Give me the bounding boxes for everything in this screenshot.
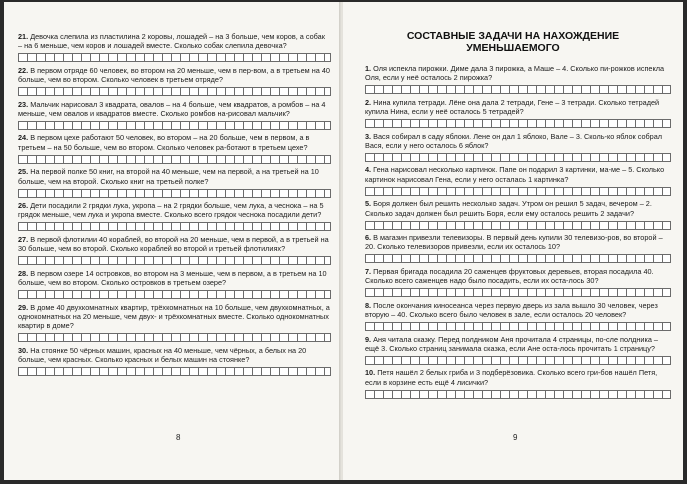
answer-cells[interactable] [365, 322, 671, 331]
problem-statement: Дети посадили 2 грядки лука, укропа – на 2 грядки больше, чем лука, а чеснока – на 5 грядок меньше, чем лука и укропа вместе. Сколько всего грядок чеснока посадили дети? [18, 201, 324, 220]
problem-item [365, 98, 671, 129]
problem-text [365, 132, 671, 151]
answer-grid-row[interactable] [365, 288, 671, 298]
answer-grid-row[interactable] [18, 120, 331, 130]
problem-text [18, 201, 331, 220]
answer-grid-row[interactable] [365, 322, 671, 332]
answer-cells[interactable] [365, 221, 671, 230]
answer-cells[interactable] [18, 87, 331, 96]
problem-statement: Первая бригада посадила 20 саженцев фруктовых деревьев, вторая посадила 40. Сколько всего саженцев надо было посадить, если их оста-лось 30? [365, 266, 654, 286]
problem-item [18, 235, 331, 266]
problem-item [365, 233, 671, 264]
answer-grid-row[interactable] [18, 222, 331, 232]
answer-cells[interactable] [18, 53, 331, 62]
problem-text [18, 269, 331, 288]
problem-statement: В первом цехе работают 50 человек, во втором – на 20 больше, чем в первом, а в третьем – на 50 больше, чем во втором. Сколько человек ра-ботают в третьем цехе? [18, 133, 310, 152]
problem-text [18, 32, 331, 51]
problem-item [365, 335, 671, 366]
answer-grid-row[interactable] [18, 367, 331, 377]
problem-statement: В первом отряде 60 человек, во втором на 20 меньше, чем в пер-вом, а в третьем на 40 больше, чем во втором. Сколько человек в третьем отряде? [18, 65, 330, 85]
problem-statement: В магазин привезли телевизоры. В первый день купили 30 телевизо-ров, во второй – 20. Сколько телевизоров привезли, если их осталось 10? [365, 233, 663, 252]
answer-cells[interactable] [365, 288, 671, 297]
problem-number: 26. [18, 201, 29, 211]
answer-grid-row[interactable] [18, 256, 331, 266]
problem-item [365, 368, 671, 399]
problem-item [365, 132, 671, 163]
problem-text [365, 64, 671, 83]
problem-item [18, 32, 331, 63]
problem-text [18, 235, 331, 254]
problem-item [18, 201, 331, 232]
section-title [343, 30, 683, 54]
problem-number: 21. [18, 32, 29, 41]
problem-number: 22. [18, 65, 29, 75]
problem-number: 1. [365, 64, 372, 73]
problem-item [365, 199, 671, 230]
problem-statement: Девочка слепила из пластилина 2 коровы, лошадей – на 3 больше, чем коров, а собак – на 6 меньше, чем коров и лошадей вместе. Сколько собак слепила девочка? [18, 32, 325, 51]
answer-cells[interactable] [18, 155, 331, 164]
problem-number: 29. [18, 302, 29, 312]
problem-number: 28. [18, 268, 29, 278]
problem-statement: Аня читала сказку. Перед полдником Аня прочитала 4 страницы, по-сле полдника – ещё 3. Сколько страниц занимала сказка, если Ане оста-лось прочитать 1 страницу? [365, 334, 658, 353]
answer-grid-row[interactable] [18, 53, 331, 63]
problem-text [365, 233, 671, 252]
problem-text [18, 66, 331, 85]
answer-grid-row[interactable] [365, 119, 671, 129]
answer-cells[interactable] [18, 222, 331, 231]
left-page [4, 2, 342, 480]
answer-cells[interactable] [365, 153, 671, 162]
problem-text [365, 98, 671, 117]
answer-cells[interactable] [18, 121, 331, 130]
answer-grid-row[interactable] [365, 152, 671, 162]
problem-number: 7. [365, 266, 372, 276]
problem-statement: Боря должен был решить несколько задач. Утром он решил 5 задач, вечером – 2. Сколько задач должен был решить Боря, если ему осталось решить 2 задачи? [365, 199, 652, 218]
right-page [343, 2, 683, 480]
problem-text [18, 346, 331, 365]
section-title-line-1: СОСТАВНЫЕ ЗАДАЧИ НА НАХОЖДЕНИЕ [406, 30, 620, 42]
answer-cells[interactable] [18, 367, 331, 376]
answer-cells[interactable] [18, 333, 331, 342]
open-workbook [4, 2, 683, 480]
problem-number: 23. [18, 99, 29, 109]
problem-item [18, 167, 331, 198]
answer-cells[interactable] [365, 85, 671, 94]
problem-number: 24. [18, 133, 29, 143]
problem-statement: Оля испекла пирожки. Диме дала 3 пирожка, а Маше – 4. Сколько пи-рожков испекла Оля, если у неё осталось 2 пирожка? [365, 64, 665, 83]
problem-statement: Вася собирал в саду яблоки. Лене он дал 1 яблоко, Вале – 3. Сколь-ко яблок собрал Вася, если у него осталось 6 яблок? [365, 131, 663, 151]
problem-number: 30. [18, 345, 29, 355]
problem-item [18, 269, 331, 300]
problem-text [18, 303, 331, 331]
answer-cells[interactable] [18, 290, 331, 299]
answer-grid-row[interactable] [365, 186, 671, 196]
problem-statement: Гена нарисовал несколько картинок. Папе он подарил 3 картинки, ма-ме – 5. Сколько картинок нарисовал Гена, если у него осталась 1 картинка? [365, 165, 665, 184]
right-page-number: 9 [513, 433, 518, 442]
answer-cells[interactable] [365, 356, 671, 365]
problem-statement: На стоянке 50 чёрных машин, красных на 40 меньше, чем чёрных, а белых на 20 больше, чем красных. Сколько красных и белых машин на стоянке? [18, 345, 307, 365]
answer-grid-row[interactable] [18, 333, 331, 343]
problem-item [18, 346, 331, 377]
answer-grid-row[interactable] [365, 85, 671, 95]
problem-number: 2. [365, 97, 372, 107]
problem-text [365, 199, 671, 218]
answer-grid-row[interactable] [365, 355, 671, 365]
problem-number: 9. [365, 334, 372, 344]
problem-statement: После окончания киносеанса через первую дверь из зала вышло 30 человек, через вторую – 40. Сколько всего было человек в зале, если осталось 20 человек? [365, 300, 658, 320]
answer-cells[interactable] [18, 256, 331, 265]
problem-text [365, 301, 671, 320]
problem-number: 25. [18, 167, 29, 177]
section-title-line-2: УМЕНЬШАЕМОГО [466, 42, 560, 54]
problem-text [18, 133, 331, 152]
problem-statement: Петя нашёл 2 белых гриба и 3 подберёзовика. Сколько всего гри-бов нашёл Петя, если в корзине есть ещё 4 лисички? [365, 368, 658, 387]
problem-number: 10. [365, 368, 376, 378]
answer-grid-row[interactable] [18, 290, 331, 300]
answer-grid-row[interactable] [365, 220, 671, 230]
problem-item [365, 301, 671, 332]
problem-item [365, 64, 671, 95]
problem-statement: Нина купила тетради. Лёне она дала 2 тетради, Гене – 3 тетради. Сколько тетрадей купила Нина, если у неё осталось 5 тетрадей? [365, 97, 660, 117]
problem-number: 6. [365, 233, 372, 243]
problem-item [365, 165, 671, 196]
answer-grid-row[interactable] [365, 254, 671, 264]
problem-item [18, 303, 331, 343]
problem-text [18, 167, 331, 186]
answer-grid-row[interactable] [365, 389, 671, 399]
right-problem-list [365, 64, 671, 402]
problem-number: 5. [365, 199, 372, 209]
problem-number: 3. [365, 131, 372, 141]
problem-text [18, 100, 331, 119]
problem-statement: В первом озере 14 островков, во втором на 3 меньше, чем в первом, а в третьем на 10 больше, чем во втором. Сколько островков в третьем озере? [18, 268, 327, 288]
left-problem-list [18, 32, 331, 380]
answer-cells[interactable] [18, 189, 331, 198]
problem-text [365, 165, 671, 184]
problem-item [18, 66, 331, 97]
answer-cells[interactable] [365, 119, 671, 128]
problem-number: 27. [18, 234, 29, 244]
problem-number: 8. [365, 300, 372, 310]
problem-number: 4. [365, 165, 372, 175]
problem-text [365, 335, 671, 354]
answer-cells[interactable] [365, 254, 671, 263]
problem-item [18, 100, 331, 131]
problem-text [365, 267, 671, 286]
answer-cells[interactable] [365, 187, 671, 196]
problem-text [365, 368, 671, 387]
problem-statement: В первой флотилии 40 кораблей, во второй на 20 меньше, чем в первой, а в третьей на 30 больше, чем во второй. Сколько кораблей во второй и третьей флотилиях? [18, 234, 329, 254]
answer-grid-row[interactable] [18, 188, 331, 198]
problem-statement: На первой полке 50 книг, на второй на 40 меньше, чем на первой, а на третьей на 10 больше, чем на второй. Сколько книг на третьей полке? [18, 167, 319, 186]
problem-item [365, 267, 671, 298]
problem-statement: В доме 40 двухкомнатных квартир, трёхкомнатных на 10 больше, чем двухкомнатных, а однокомнатных на 20 меньше, чем двух- и трёхкомнатных вместе. Сколько однокомнатных квартир в доме? [18, 302, 330, 331]
answer-cells[interactable] [365, 390, 671, 399]
problem-item [18, 133, 331, 164]
left-page-number: 8 [176, 433, 181, 442]
answer-grid-row[interactable] [18, 154, 331, 164]
problem-statement: Мальчик нарисовал 3 квадрата, овалов – на 4 больше, чем квадратов, а ромбов – на 4 меньше, чем овалов и квадратов вместе. Сколько ромбов на-рисовал мальчик? [18, 99, 326, 119]
answer-grid-row[interactable] [18, 87, 331, 97]
